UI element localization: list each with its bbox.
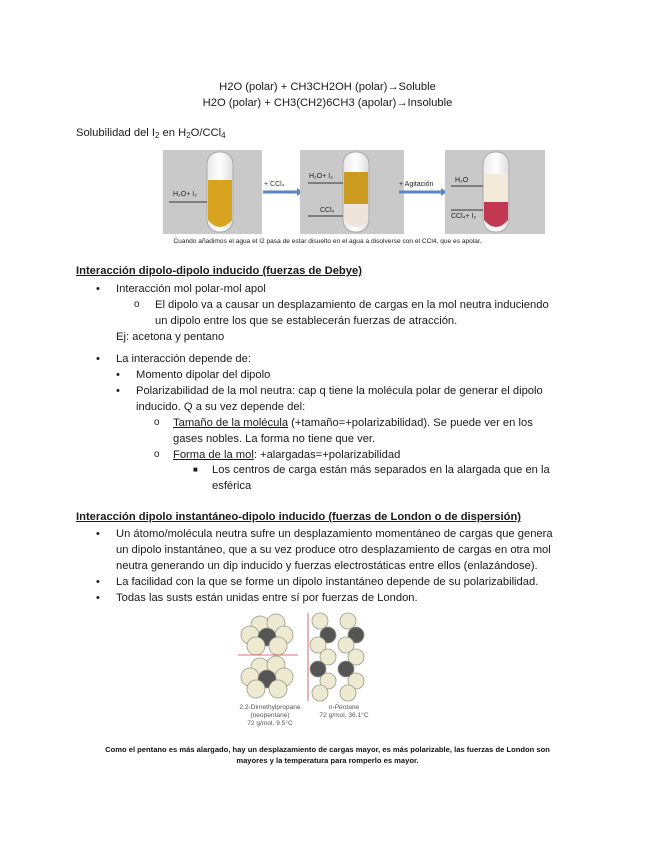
pentane-label: n-Pentane 72 g/mol, 36.1°C: [319, 704, 369, 719]
london-heading: Interacción dipolo instantáneo-dipolo inducido (fuerzas de London o de dispersión): [76, 511, 522, 523]
london-caption-line1: Como el pentano es más alargado, hay un desplazamiento de cargas mayor, es más polarizable, las fuerzas de London son: [105, 745, 550, 754]
debye-example: Ej: acetona y pentano: [116, 331, 225, 343]
bullet-icon: •: [116, 369, 120, 381]
circle-bullet-icon: o: [154, 417, 160, 428]
solubility-caption: Cuando añadimos el agua el I2 pasa de estar disuelto en el agua a disolverse con el CCl4, que es apolar.: [173, 238, 482, 245]
tube2-top-liquid: [344, 172, 368, 204]
size-label: Tamaño de la molécula: [173, 417, 289, 429]
london-caption-line2: mayores y la temperatura para romperlo es mayor.: [236, 756, 419, 765]
tube3-top-liquid: [484, 174, 508, 202]
equation-soluble: H2O (polar) + CH3CH2OH (polar)→Soluble: [219, 81, 436, 93]
shape-label: Forma de la mol: [173, 449, 254, 461]
debye-item-dipole-moment: Momento dipolar del dipolo: [136, 369, 271, 381]
london-bullet-2: La facilidad con la que se forme un dipolo instantáneo depende de su polarizabilidad.: [116, 576, 539, 588]
tube2-label-top: H₂O+ I₂: [309, 173, 333, 180]
arrow1-label: + CCl₄: [264, 181, 285, 188]
debye-bullet-1: Interacción mol polar-mol apol: [116, 283, 266, 295]
debye-subitem-1: El dipolo va a causar un desplazamiento de cargas en la mol neutra induciendo: [155, 299, 549, 311]
bullet-icon: •: [96, 576, 100, 588]
bullet-icon: •: [96, 528, 100, 540]
debye-shape-item: Forma de la mol: +alargadas=+polarizabilidad: [173, 449, 401, 461]
bullet-icon: •: [96, 353, 100, 365]
bullet-icon: •: [116, 385, 120, 397]
debye-size-item-cont: gases nobles. La forma no tiene que ver.: [173, 433, 376, 445]
debye-subitem-1-cont: un dipolo entre los que se establecerán fuerzas de atracción.: [155, 315, 458, 327]
london-bullet-3: Todas las susts están unidas entre sí por fuerzas de London.: [116, 592, 418, 604]
test-tube-diagram: [163, 150, 545, 234]
square-bullet-icon: ■: [193, 465, 198, 474]
circle-bullet-icon: o: [154, 449, 160, 460]
debye-shape-subitem-cont: esférica: [212, 480, 252, 492]
debye-size-item: Tamaño de la molécula (+tamaño=+polarizabilidad). Se puede ver en los: [173, 417, 533, 429]
tube2-bottom-liquid: [344, 204, 368, 227]
molecule-figure: [230, 611, 378, 729]
bullet-icon: •: [96, 592, 100, 604]
tube1-label: H₂O+ I₂: [173, 191, 197, 198]
molecule-models: [230, 611, 378, 703]
debye-shape-subitem: Los centros de carga están más separados en la alargada que en la: [212, 464, 550, 476]
debye-item-polarizability: Polarizabilidad de la mol neutra: cap q tiene la molécula polar de generar el dipolo: [136, 385, 543, 397]
tube2-label-bottom: CCl₄: [320, 207, 335, 214]
debye-heading: Interacción dipolo-dipolo inducido (fuerzas de Debye): [76, 265, 362, 277]
london-bullet-1: Un átomo/molécula neutra sufre un desplazamiento momentáneo de cargas que genera: [116, 528, 553, 540]
tube1-liquid: [208, 180, 232, 227]
equation-insoluble: H2O (polar) + CH3(CH2)6CH3 (apolar)→Insoluble: [202, 97, 453, 109]
neopentane-label: 2,2-Dimethylpropane (neopentane) 72 g/mol, 9.5°C: [239, 704, 301, 727]
tube3-label-bottom: CCl₄+ I₂: [451, 213, 477, 220]
circle-bullet-icon: o: [134, 299, 140, 310]
test-tube-figure: [163, 150, 545, 234]
arrow2-label: + Agitación: [399, 181, 434, 188]
london-bullet-1-cont2: neutra generando un dip inducido y fuerzas electrostáticas entre ellos (enlazándose).: [116, 560, 538, 572]
bullet-icon: •: [96, 283, 100, 295]
solubility-title: Solubilidad del $I_2$ en $H_2O/CCl_4$: [76, 127, 226, 140]
tube3-bottom-liquid: [484, 202, 508, 227]
london-bullet-1-cont: un dipolo instantáneo, que a su vez produce otro desplazamiento de cargas en otra mol: [116, 544, 551, 556]
debye-item-polarizability-cont: inducido. Q a su vez depende del:: [136, 401, 306, 413]
debye-bullet-2: La interacción depende de:: [116, 353, 251, 365]
tube3-label-top: H₂O: [455, 177, 469, 184]
